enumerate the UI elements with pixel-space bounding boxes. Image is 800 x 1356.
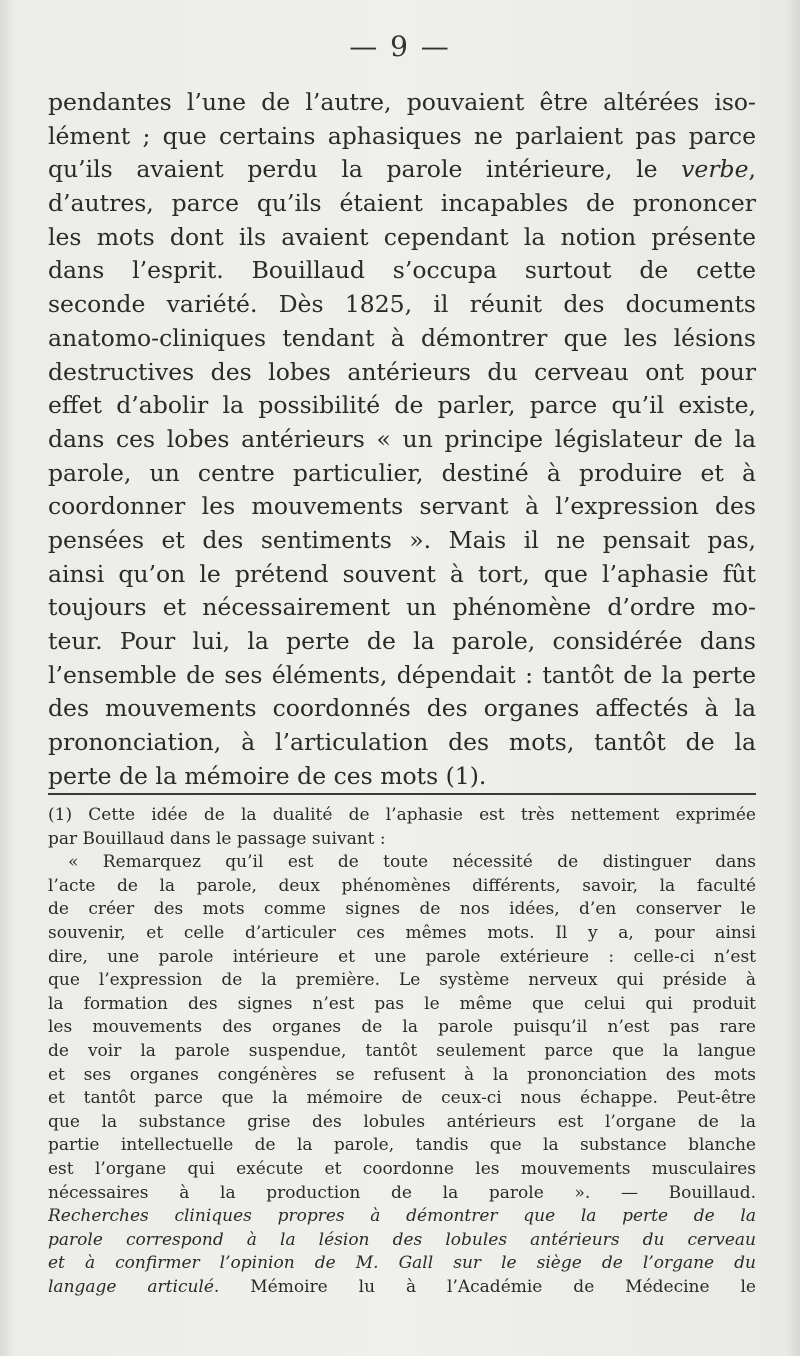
- text-line: lément ; que certains aphasiques ne parlaient pas parce: [48, 121, 756, 150]
- footnote-line: (1) Cette idée de la dualité de l’aphasie est très nettement exprimée: [48, 805, 756, 825]
- text-line: pendantes l’une de l’autre, pouvaient être altérées iso-: [48, 88, 756, 116]
- text-line: parole, un centre particulier, destiné à produire et à: [48, 458, 756, 487]
- footnote-line: partie intellectuelle de la parole, tandis que la substance blanche: [48, 1135, 756, 1156]
- page-number: — 9 —: [349, 30, 451, 63]
- text-line: pensées et des sentiments ». Mais il ne pensait pas,: [48, 525, 756, 554]
- footnote-line: que l’expression de la première. Le système nerveux qui préside à: [48, 970, 756, 991]
- footnote-line: et ses organes congénères se refusent à la prononciation des mots: [48, 1064, 756, 1085]
- footnote-line: par Bouillaud dans le passage suivant :: [48, 828, 386, 849]
- text-line: anatomo-cliniques tendant à démontrer que les lésions: [48, 323, 756, 352]
- footnote-line: [48, 1276, 756, 1300]
- text-line: ainsi qu’on le prétend souvent à tort, que l’aphasie fût: [48, 559, 756, 588]
- text-line: l’ensemble de ses éléments, dépendait : tantôt de la perte: [48, 660, 756, 689]
- text-line-end: ,: [748, 155, 756, 184]
- footnote-line-italic: parole correspond à la lésion des lobules antérieurs du cerveau: [48, 1229, 756, 1250]
- text-line: teur. Pour lui, la perte de la parole, considérée dans: [48, 627, 756, 655]
- text-line: toujours et nécessairement un phénomène d’ordre mo-: [48, 593, 756, 622]
- footnote-line: et tantôt parce que la mémoire de ceux-ci nous échappe. Peut-être: [48, 1088, 756, 1109]
- text-line: destructives des lobes antérieurs du cerveau ont pour: [48, 357, 756, 386]
- text-line: [48, 153, 756, 187]
- text-line: coordonner les mouvements servant à l’expression des: [48, 492, 756, 521]
- text-line: prononciation, à l’articulation des mots, tantôt de la: [48, 728, 756, 757]
- footnote-line-italic: et à confirmer l’opinion de M. Gall sur le siège de l’organe du: [48, 1253, 756, 1274]
- footnote-divider: [48, 793, 756, 795]
- footnote-line: dire, une parole intérieure et une parole extérieure : celle-ci n’est: [48, 946, 756, 967]
- text-line: effet d’abolir la possibilité de parler, parce qu’il existe,: [48, 391, 756, 420]
- text-line-start: qu’ils avaient perdu la parole intérieure, le: [48, 155, 682, 184]
- footnote-line: l’acte de la parole, deux phénomènes différents, savoir, la faculté: [48, 875, 756, 896]
- emphasized-word: verbe: [681, 155, 749, 184]
- text-line: des mouvements coordonnés des organes affectés à la: [48, 694, 756, 723]
- footnote-line: est l’organe qui exécute et coordonne les mouvements musculaires: [48, 1158, 756, 1179]
- main-text: [48, 86, 756, 793]
- footnote: [48, 804, 756, 1299]
- footnote-line-italic: Recherches cliniques propres à démontrer que la perte de la: [48, 1206, 756, 1227]
- footnote-line: « Remarquez qu’il est de toute nécessité de distinguer dans: [68, 852, 756, 873]
- footnote-line: nécessaires à la production de la parole ». — Bouillaud.: [48, 1182, 756, 1203]
- footnote-line: de voir la parole suspendue, tantôt seulement parce que la langue: [48, 1040, 756, 1061]
- text-line: les mots dont ils avaient cependant la notion présente: [48, 222, 756, 251]
- text-line: dans l’esprit. Bouillaud s’occupa surtout de cette: [48, 256, 756, 285]
- footnote-line: les mouvements des organes de la parole puisqu’il n’est pas rare: [48, 1017, 756, 1038]
- footnote-line: que la substance grise des lobules antérieurs est l’organe de la: [48, 1111, 756, 1132]
- text-line: perte de la mémoire de ces mots (1).: [48, 761, 487, 790]
- text-line: dans ces lobes antérieurs « un principe législateur de la: [48, 424, 756, 453]
- footnote-line-end: Mémoire lu à l’Académie de Médecine le: [219, 1276, 756, 1297]
- footnote-line: de créer des mots comme signes de nos idées, d’en conserver le: [48, 899, 756, 920]
- text-line: seconde variété. Dès 1825, il réunit des documents: [48, 290, 756, 319]
- footnote-line: souvenir, et celle d’articuler ces mêmes mots. Il y a, pour ainsi: [48, 922, 756, 943]
- footnote-title-end: langage articulé.: [48, 1276, 220, 1297]
- footnote-line: la formation des signes n’est pas le même que celui qui produit: [48, 993, 756, 1014]
- text-line: d’autres, parce qu’ils étaient incapables de prononcer: [48, 189, 756, 218]
